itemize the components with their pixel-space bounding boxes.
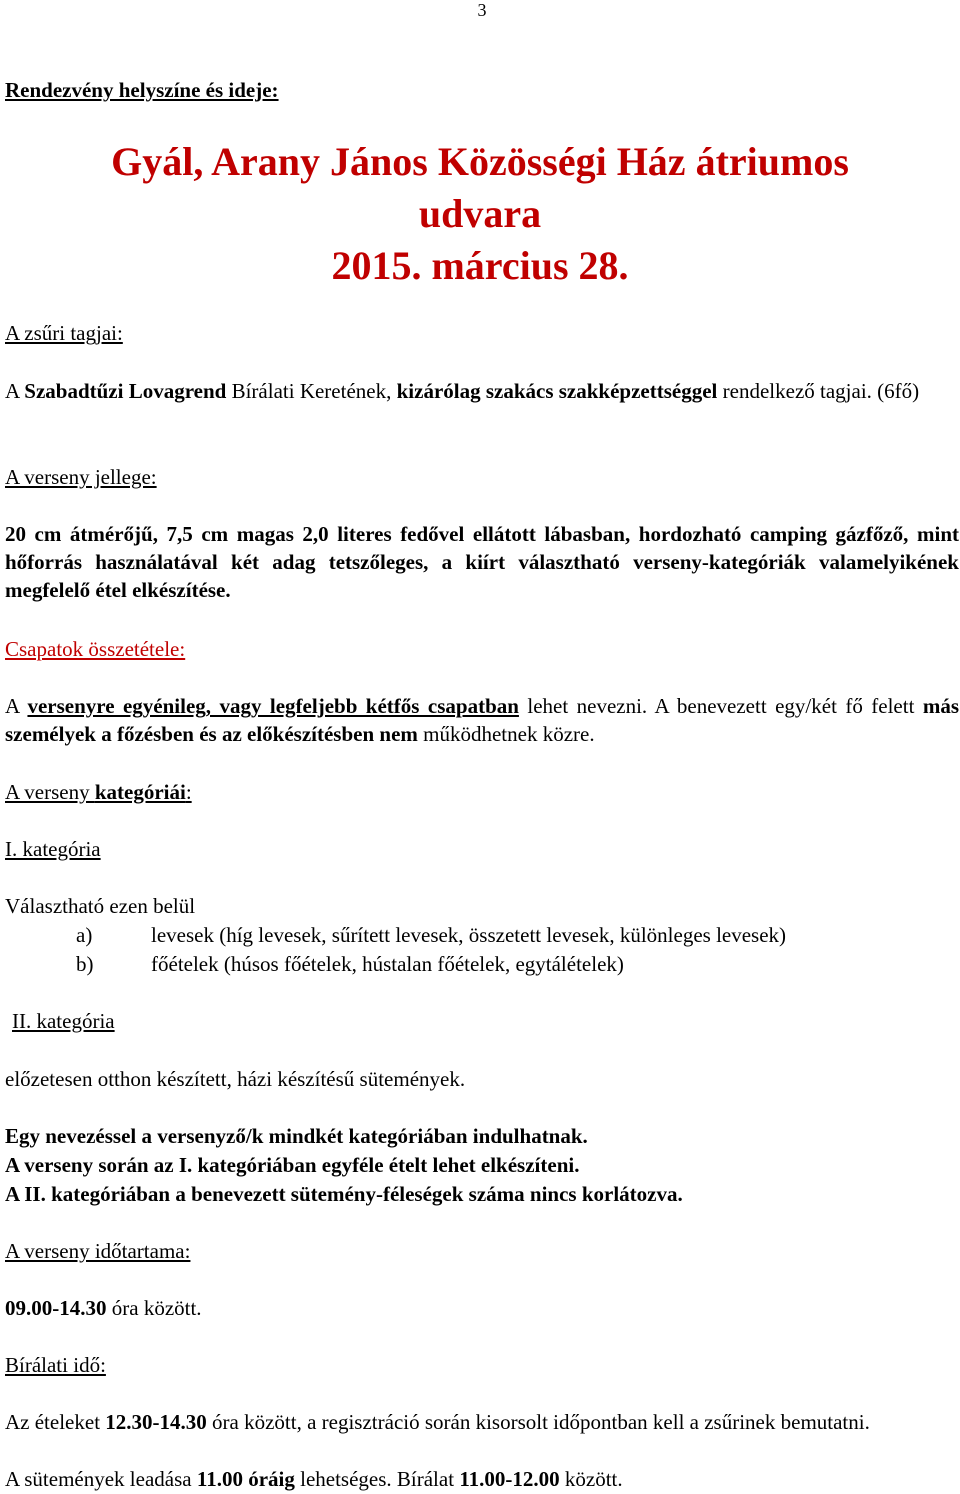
judging-line1-part2: óra között, a regisztráció során kisorsolt időpontban kell a zsűrinek bemutatni. [206, 1410, 870, 1434]
list-text: főételek (húsos főételek, hústalan főételek, egytálételek) [151, 952, 624, 976]
judging-line2 [5, 1465, 959, 1493]
page-number: 3 [477, 0, 487, 20]
teams-text-bold-underline: versenyre egyénileg, vagy legfeljebb kétfős csapatban [27, 694, 519, 718]
character-text: 20 cm átmérőjű, 7,5 cm magas 2,0 literes fedővel ellátott lábasban, hordozható camping gázfőző, mint hőforrás használatával két adag tetszőleges, a kiírt választható verseny-kategóriák valamelyikének megfelelő étel elkészítése. [5, 522, 959, 602]
category2-text: előzetesen otthon készített, házi készítésű sütemények. [5, 1067, 466, 1091]
judging-line2-part1: A sütemények leadása [5, 1467, 197, 1491]
category1-title: I. kategória [5, 837, 101, 861]
categories-heading [5, 778, 959, 806]
teams-text-part1: A [5, 694, 28, 718]
judging-line2-part2: lehetséges. Bírálat [294, 1467, 460, 1491]
duration-time: 09.00-14.30 [5, 1296, 107, 1320]
judging-line1 [5, 1408, 959, 1436]
categories-heading-part1: A verseny [5, 780, 95, 804]
teams-text-part2: lehet nevezni. A benevezett egy/két fő felett [518, 694, 923, 718]
jury-text-part2: Bírálati Keretének, [226, 379, 397, 403]
judging-line2-bold1: 11.00 óráig [196, 1467, 295, 1491]
categories-heading-part3: : [185, 780, 192, 804]
duration-heading-text: A verseny időtartama: [5, 1239, 191, 1263]
categories-heading-part2: kategóriái [94, 780, 186, 804]
list-item [76, 921, 786, 949]
list-marker: b) [76, 952, 94, 976]
jury-text [5, 377, 959, 405]
venue-heading: Rendezvény helyszíne és ideje: [5, 78, 279, 102]
list-item [76, 950, 624, 978]
duration-heading [5, 1237, 959, 1265]
duration-text [5, 1294, 959, 1322]
jury-text-bold1: Szabadtűzi Lovagrend [24, 379, 227, 403]
teams-text [5, 692, 959, 748]
judging-heading: Bírálati idő: [5, 1353, 106, 1377]
judging-line2-bold2: 11.00-12.00 [459, 1467, 560, 1491]
teams-text-bold: más személyek a főzésben és az előkészítésben nem [5, 694, 960, 746]
rule-1: Egy nevezéssel a versenyző/k mindkét kategóriában indulhatnak. [5, 1124, 588, 1148]
jury-text-part1: A [5, 379, 25, 403]
list-text: levesek (híg levesek, sűrített levesek, összetett levesek, különleges levesek) [151, 923, 787, 947]
teams-heading: Csapatok összetétele: [5, 637, 186, 661]
category2-title: II. kategória [12, 1009, 115, 1033]
jury-text-part3: rendelkező tagjai. (6fő) [717, 379, 920, 403]
teams-text-part3: működhetnek közre. [417, 722, 595, 746]
jury-heading: A zsűri tagjai: [5, 321, 123, 345]
rule-2: A verseny során az I. kategóriában egyféle ételt lehet elkészíteni. [5, 1153, 580, 1177]
judging-line1-part1: Az ételeket [5, 1410, 106, 1434]
jury-text-bold2: kizárólag szakács szakképzettséggel [396, 379, 718, 403]
judging-line2-part3: között. [559, 1467, 623, 1491]
duration-time-text: óra között. [106, 1296, 202, 1320]
list-marker: a) [76, 923, 93, 947]
rule-3: A II. kategóriában a benevezett sütemény-féleségek száma nincs korlátozva. [5, 1182, 683, 1206]
event-date: 2015. március 28. [331, 243, 629, 288]
venue-line1: Gyál, Arany János Közösségi Ház átriumos [111, 139, 849, 184]
category1-intro: Választható ezen belül [5, 894, 196, 918]
character-heading: A verseny jellege: [5, 465, 157, 489]
judging-line1-bold: 12.30-14.30 [105, 1410, 207, 1434]
venue-line2: udvara [418, 191, 542, 236]
